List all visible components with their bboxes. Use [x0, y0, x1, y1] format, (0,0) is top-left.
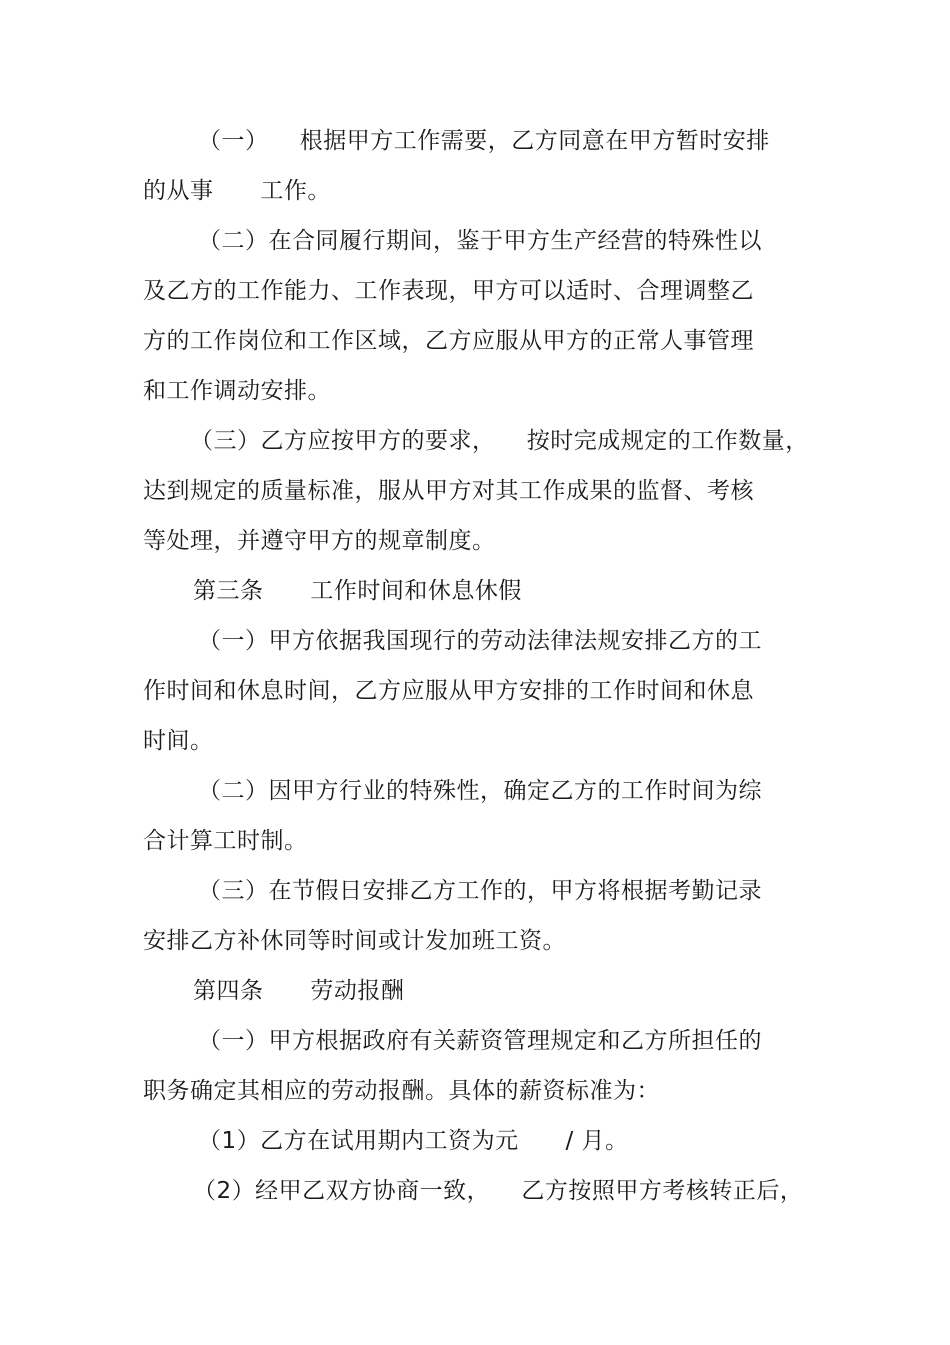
text-line: （二）因甲方行业的特殊性，确定乙方的工作时间为综 — [198, 778, 762, 804]
text-line: （一）甲方依据我国现行的劳动法律法规安排乙方的工 — [198, 628, 762, 654]
text-line: 达到规定的质量标准，服从甲方对其工作成果的监督、考核 — [143, 478, 754, 504]
text-line: 职务确定其相应的劳动报酬。具体的薪资标准为： — [143, 1078, 660, 1104]
section-heading: 第四条 劳动报酬 — [193, 978, 405, 1004]
text-line: （一） 根据甲方工作需要，乙方同意在甲方暂时安排 — [198, 128, 770, 154]
text-line: （一）甲方根据政府有关薪资管理规定和乙方所担任的 — [198, 1028, 762, 1054]
text-line: （二）在合同履行期间，鉴于甲方生产经营的特殊性以 — [198, 228, 762, 254]
text-line: 安排乙方补休同等时间或计发加班工资。 — [143, 928, 566, 954]
text-line: 及乙方的工作能力、工作表现，甲方可以适时、合理调整乙 — [143, 278, 754, 304]
section-heading: 第三条 工作时间和休息休假 — [193, 578, 522, 604]
text-line: （三）在节假日安排乙方工作的，甲方将根据考勤记录 — [198, 878, 762, 904]
text-line: （2）经甲乙双方协商一致， 乙方按照甲方考核转正后， — [193, 1178, 804, 1204]
text-line: 合计算工时制。 — [143, 828, 308, 854]
text-line: 等处理，并遵守甲方的规章制度。 — [143, 528, 496, 554]
text-line: （1）乙方在试用期内工资为元 / 月。 — [198, 1128, 629, 1154]
text-line: 时间。 — [143, 728, 214, 754]
text-line: （三）乙方应按甲方的要求， 按时完成规定的工作数量， — [190, 428, 809, 454]
text-line: 和工作调动安排。 — [143, 378, 331, 404]
text-line: 作时间和休息时间，乙方应服从甲方安排的工作时间和休息 — [143, 678, 754, 704]
text-line: 的从事 工作。 — [143, 178, 331, 204]
text-line: 方的工作岗位和工作区域，乙方应服从甲方的正常人事管理 — [143, 328, 754, 354]
